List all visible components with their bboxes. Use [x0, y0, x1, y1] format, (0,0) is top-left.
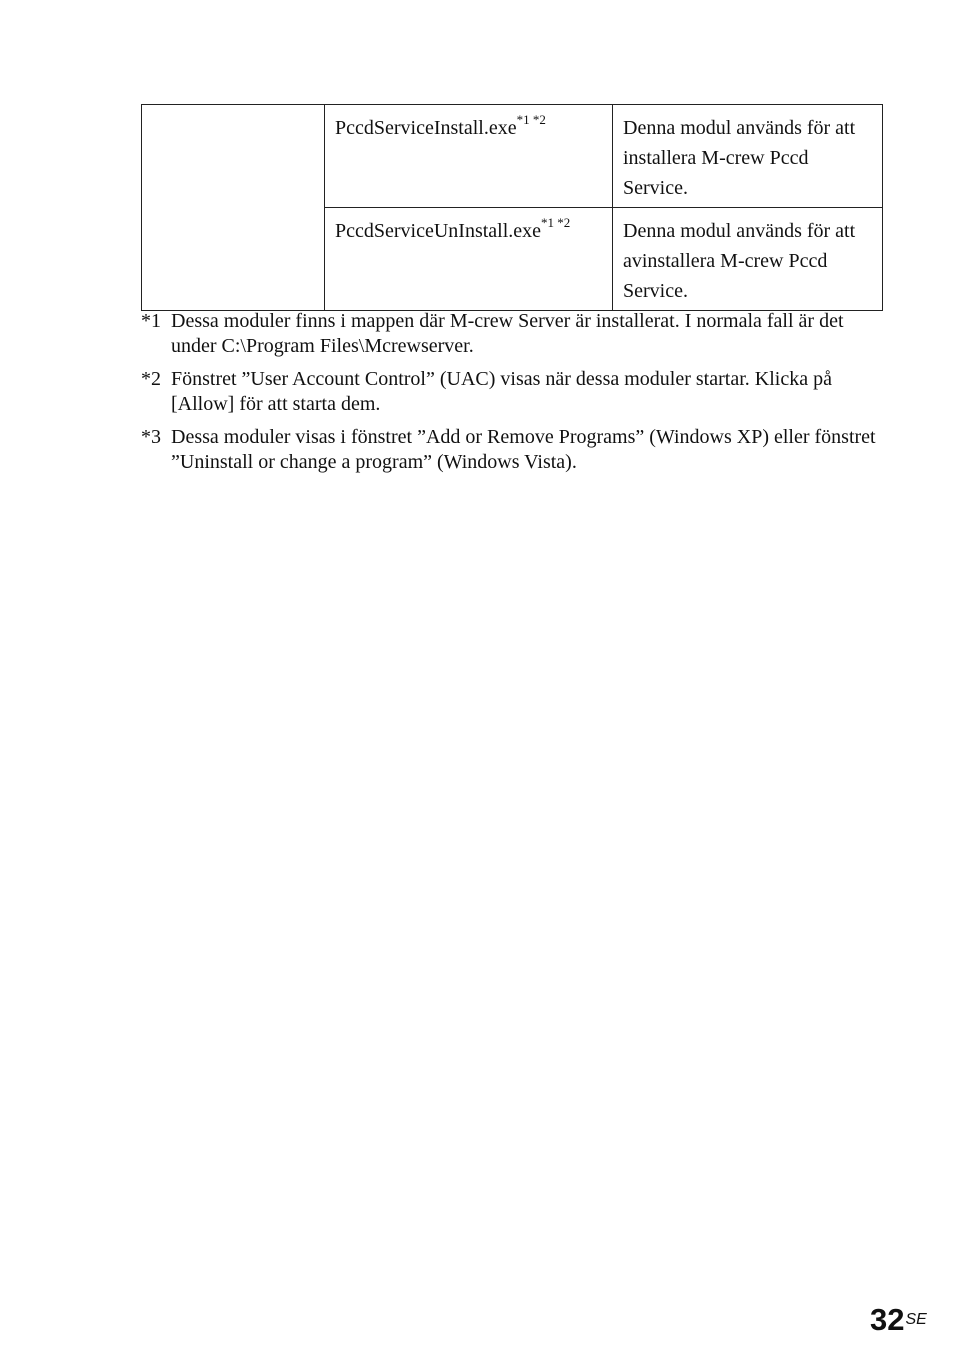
module-description-cell [613, 105, 883, 208]
footnote-marker: *3 [141, 426, 161, 448]
page-language-suffix: SE [905, 1311, 927, 1328]
module-description: Denna modul används för att installera M-crew Pccd Service. [623, 117, 856, 199]
footnote-marker: *2 [141, 368, 161, 390]
module-name: PccdServiceInstall.exe [335, 117, 517, 139]
footnote-text: Dessa moduler visas i fönstret ”Add or Remove Programs” (Windows XP) eller fönstret ”Uninstall or change a program” (Windows Vista). [171, 426, 876, 473]
footnote-text: Fönstret ”User Account Control” (UAC) visas när dessa moduler startar. Klicka på [Allow] för att starta dem. [171, 368, 832, 415]
footnote-1 [141, 309, 886, 359]
module-name-cell [325, 105, 613, 208]
footnote-3 [141, 425, 886, 475]
footnote-ref: *1 *2 [516, 112, 546, 128]
module-description-cell [613, 208, 883, 311]
page-number-value: 32 [870, 1302, 905, 1337]
footnote-text: Dessa moduler finns i mappen där M-crew Server är installerat. I normala fall är det under C:\Program Files\Mcrewserver. [171, 310, 844, 357]
module-description: Denna modul används för att avinstallera M-crew Pccd Service. [623, 220, 856, 302]
footnote-marker: *1 [141, 310, 161, 332]
footnotes [141, 309, 886, 483]
table-row [142, 105, 883, 208]
page-number [870, 1300, 927, 1346]
footnote-ref: *1 *2 [541, 215, 571, 231]
module-table [141, 104, 883, 311]
category-cell [142, 105, 325, 311]
module-name-cell [325, 208, 613, 311]
module-name: PccdServiceUnInstall.exe [335, 220, 542, 242]
footnote-2 [141, 367, 886, 417]
